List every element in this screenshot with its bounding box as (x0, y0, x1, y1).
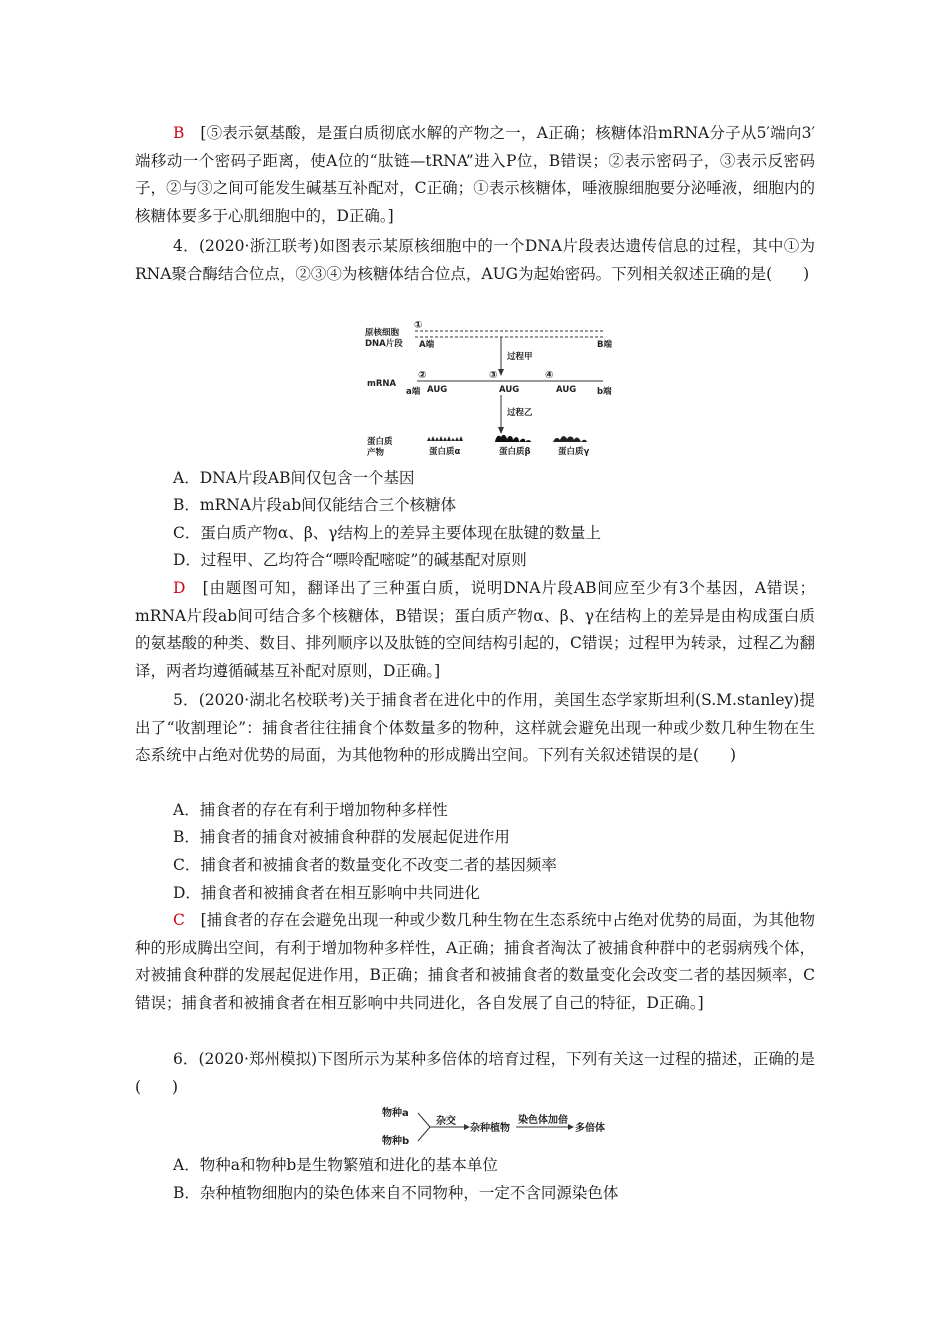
q5-option-d: D．捕食者和被捕食者在相互影响中共同进化 (173, 884, 480, 902)
fig-site-3: ③ (489, 370, 498, 381)
q6-option-a: A．物种a和物种b是生物繁殖和进化的基本单位 (173, 1156, 498, 1174)
q4-option-d: D．过程甲、乙均符合“嘌呤配嘧啶”的碱基配对原则 (173, 551, 527, 569)
arrowhead-yi-icon (498, 427, 504, 434)
fig-protein-alpha: 蛋白质α (429, 447, 461, 457)
fig-site-1: ① (414, 320, 423, 331)
q4-figure-gene-expression (355, 315, 615, 463)
fig-a-end: A端 (419, 340, 435, 350)
q4-option-a: A．DNA片段AB间仅包含一个基因 (173, 469, 415, 487)
q4-option-c: C．蛋白质产物α、β、γ结构上的差异主要体现在肽键的数量上 (173, 524, 602, 542)
q5-answer-letter: C (173, 911, 185, 929)
protein-alpha-shape (427, 436, 463, 441)
q5-option-c: C．捕食者和被捕食者的数量变化不改变二者的基因频率 (173, 856, 557, 874)
fig-protein-label-2: 产物 (367, 448, 385, 458)
fig-process-yi: 过程乙 (507, 408, 533, 418)
q4-explanation (135, 575, 815, 685)
q3-answer-text: [⑤表示氨基酸，是蛋白质彻底水解的产物之一，A正确；核糖体沿mRNA分子从5′端向3′端移动一个密码子距离，使A位的“肽链—tRNA”进入P位，B错误；②表示密码子，③表示反密码子，②与③之间可能发生碱基互补配对，C正确；①表示核糖体，唾液腺细胞要分泌唾液，细胞内的核糖体要多于心肌细胞中的，D正确。] (135, 124, 815, 225)
q5-option-b: B．捕食者的捕食对被捕食种群的发展起促进作用 (173, 828, 510, 846)
q4-answer-letter: D (173, 579, 186, 597)
q5-option-a: A．捕食者的存在有利于增加物种多样性 (173, 801, 448, 819)
fig-doubling: 染色体加倍 (518, 1115, 568, 1126)
fig-site-4: ④ (545, 370, 554, 381)
fig-protein-label-1: 蛋白质 (367, 437, 393, 447)
fig-b-end: B端 (597, 340, 612, 350)
fig-cross: 杂交 (436, 1116, 456, 1127)
q4-stem: 4．(2020·浙江联考)如图表示某原核细胞中的一个DNA片段表达遗传信息的过程，其中①为RNA聚合酶结合位点，②③④为核糖体结合位点，AUG为起始密码。下列相关叙述正确的是( ) (135, 237, 815, 283)
fig-aug-1: AUG (427, 385, 448, 395)
fig-protein-beta: 蛋白质β (499, 447, 531, 457)
fig-hybrid: 杂种植物 (470, 1123, 510, 1134)
fig-process-jia: 过程甲 (507, 352, 533, 362)
fig-aug-2: AUG (499, 385, 520, 395)
fig-mrna-label: mRNA (367, 379, 397, 389)
fig-aug-3: AUG (556, 385, 577, 395)
q3-explanation (135, 120, 815, 230)
fig-species-a: 物种a (382, 1108, 409, 1119)
protein-beta-shape (495, 435, 531, 442)
q5-explanation (135, 907, 815, 1017)
q6-option-b: B．杂种植物细胞内的染色体来自不同物种，一定不含同源染色体 (173, 1184, 619, 1202)
arrowhead-doubling-icon (568, 1124, 574, 1130)
q6-figure-polyploid-process (378, 1104, 618, 1152)
protein-gamma-shape (553, 436, 587, 442)
q3-answer-letter: B (173, 124, 185, 142)
bracket-line-top (418, 1113, 430, 1127)
fig-polyploid: 多倍体 (575, 1123, 605, 1134)
q5-answer-text: [捕食者的存在会避免出现一种或少数几种生物在生态系统中占绝对优势的局面，为其他物种的形成腾出空间，有利于增加物种多样性，A正确；捕食者淘汰了被捕食种群中的老弱病残个体，对被捕食种群的发展起促进作用，B正确；捕食者和被捕食者的数量变化会改变二者的基因频率，C错误；捕食者和被捕食者在相互影响中共同进化，各自发展了自己的特征，D正确。] (135, 911, 815, 1012)
fig-dna-label-1: 原核细胞 (365, 328, 400, 338)
arrowhead-jia-icon (498, 369, 504, 376)
q4-answer-text: [由题图可知，翻译出了三种蛋白质，说明DNA片段AB间应至少有3个基因，A错误；mRNA片段ab间可结合多个核糖体，B错误；蛋白质产物α、β、γ在结构上的差异是由构成蛋白质的氨基酸的种类、数目、排列顺序以及肽链的空间结构引起的，C错误；过程甲为转录，过程乙为翻译，两者均遵循碱基互补配对原则，D正确。] (135, 579, 815, 680)
q4-option-b: B．mRNA片段ab间仅能结合三个核糖体 (173, 496, 457, 514)
q6-stem: 6．(2020·郑州模拟)下图所示为某种多倍体的培育过程，下列有关这一过程的描述，正确的是( ) (135, 1050, 815, 1096)
fig-b-small: b端 (597, 387, 612, 397)
fig-a-small: a端 (406, 387, 421, 397)
fig-species-b: 物种b (382, 1136, 410, 1147)
bracket-line-bottom (418, 1127, 430, 1141)
fig-dna-label-2: DNA片段 (365, 339, 403, 349)
fig-protein-gamma: 蛋白质γ (558, 447, 590, 457)
q5-stem: 5．(2020·湖北名校联考)关于捕食者在进化中的作用，美国生态学家斯坦利(S.M.stanley)提出了“收割理论”：捕食者往往捕食个体数量多的物种，这样就会避免出现一种或少数几种生物在生态系统中占绝对优势的局面，为其他物种的形成腾出空间。下列有关叙述错误的是( ) (135, 691, 815, 764)
fig-site-2: ② (418, 370, 427, 381)
